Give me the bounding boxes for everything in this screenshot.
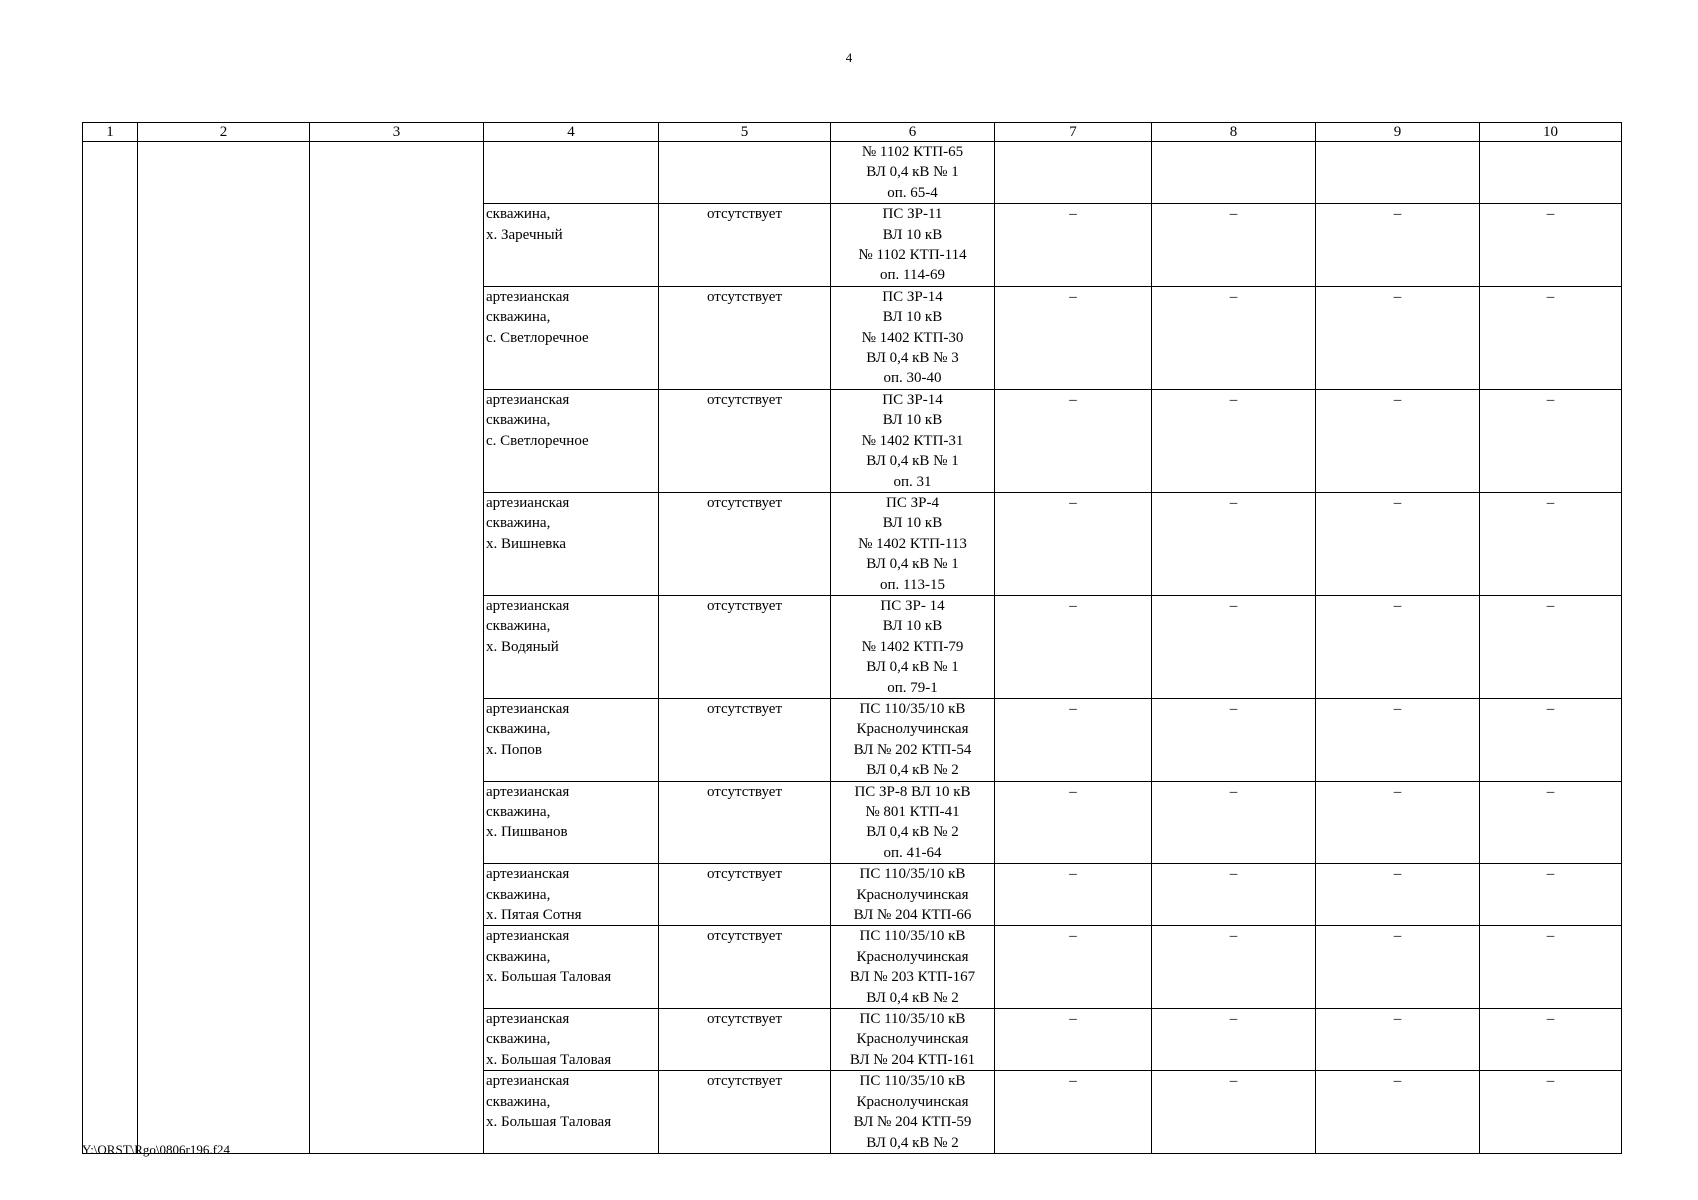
col8-cell: – [1152, 204, 1316, 287]
header-cell: 2 [138, 123, 310, 142]
col7-cell: – [995, 389, 1152, 492]
object-cell: артезианская скважина, х. Водяный [484, 595, 659, 698]
col8-cell: – [1152, 864, 1316, 926]
source-cell: отсутствует [659, 1009, 831, 1071]
col9-cell: – [1316, 1071, 1480, 1154]
col7-cell [995, 142, 1152, 204]
power-line-cell: ПС ЗР-14 ВЛ 10 кВ № 1402 КТП-31 ВЛ 0,4 кВ № 1 оп. 31 [831, 389, 995, 492]
source-cell: отсутствует [659, 595, 831, 698]
object-cell: артезианская скважина, х. Попов [484, 698, 659, 781]
object-cell: артезианская скважина, х. Пятая Сотня [484, 864, 659, 926]
power-line-cell: ПС ЗР- 14 ВЛ 10 кВ № 1402 КТП-79 ВЛ 0,4 кВ № 1 оп. 79-1 [831, 595, 995, 698]
source-cell: отсутствует [659, 389, 831, 492]
col7-cell: – [995, 864, 1152, 926]
col9-cell: – [1316, 781, 1480, 864]
object-cell: скважина, х. Заречный [484, 204, 659, 287]
object-cell: артезианская скважина, х. Большая Таловая [484, 926, 659, 1009]
col9-cell: – [1316, 204, 1480, 287]
col7-cell: – [995, 1009, 1152, 1071]
header-cell: 5 [659, 123, 831, 142]
object-cell: артезианская скважина, х. Большая Таловая [484, 1071, 659, 1154]
col10-cell: – [1480, 698, 1622, 781]
power-line-cell: ПС ЗР-14 ВЛ 10 кВ № 1402 КТП-30 ВЛ 0,4 кВ № 3 оп. 30-40 [831, 286, 995, 389]
object-cell: артезианская скважина, х. Большая Таловая [484, 1009, 659, 1071]
col10-cell: – [1480, 595, 1622, 698]
power-line-cell: ПС 110/35/10 кВ Краснолучинская ВЛ № 202 КТП-54 ВЛ 0,4 кВ № 2 [831, 698, 995, 781]
source-cell: отсутствует [659, 1071, 831, 1154]
power-line-cell: ПС 110/35/10 кВ Краснолучинская ВЛ № 204 КТП-161 [831, 1009, 995, 1071]
object-cell: артезианская скважина, с. Светлоречное [484, 389, 659, 492]
col7-cell: – [995, 926, 1152, 1009]
object-cell: артезианская скважина, с. Светлоречное [484, 286, 659, 389]
power-line-cell: ПС 110/35/10 кВ Краснолучинская ВЛ № 204 КТП-59 ВЛ 0,4 кВ № 2 [831, 1071, 995, 1154]
col3-cell [310, 142, 484, 1154]
col7-cell: – [995, 698, 1152, 781]
col10-cell: – [1480, 926, 1622, 1009]
col8-cell: – [1152, 698, 1316, 781]
col9-cell: – [1316, 595, 1480, 698]
power-line-cell: ПС ЗР-4 ВЛ 10 кВ № 1402 КТП-113 ВЛ 0,4 кВ № 1 оп. 113-15 [831, 492, 995, 595]
col9-cell: – [1316, 492, 1480, 595]
col8-cell: – [1152, 595, 1316, 698]
col7-cell: – [995, 492, 1152, 595]
col10-cell: – [1480, 492, 1622, 595]
header-cell: 6 [831, 123, 995, 142]
header-cell: 7 [995, 123, 1152, 142]
col8-cell: – [1152, 1071, 1316, 1154]
power-line-cell: № 1102 КТП-65 ВЛ 0,4 кВ № 1 оп. 65-4 [831, 142, 995, 204]
col7-cell: – [995, 204, 1152, 287]
object-cell [484, 142, 659, 204]
data-table [82, 122, 1622, 1154]
source-cell: отсутствует [659, 926, 831, 1009]
power-line-cell: ПС 110/35/10 кВ Краснолучинская ВЛ № 204 КТП-66 [831, 864, 995, 926]
source-cell [659, 142, 831, 204]
source-cell: отсутствует [659, 864, 831, 926]
source-cell: отсутствует [659, 781, 831, 864]
col9-cell: – [1316, 286, 1480, 389]
footer-file-path: Y:\ORST\Rgo\0806r196.f24 [82, 1142, 230, 1157]
header-cell: 4 [484, 123, 659, 142]
header-row [83, 123, 1622, 142]
col8-cell [1152, 142, 1316, 204]
power-line-cell: ПС 110/35/10 кВ Краснолучинская ВЛ № 203 КТП-167 ВЛ 0,4 кВ № 2 [831, 926, 995, 1009]
source-cell: отсутствует [659, 204, 831, 287]
col9-cell: – [1316, 1009, 1480, 1071]
col10-cell: – [1480, 864, 1622, 926]
col8-cell: – [1152, 1009, 1316, 1071]
table-row [83, 142, 1622, 204]
header-cell: 3 [310, 123, 484, 142]
col7-cell: – [995, 1071, 1152, 1154]
header-cell: 1 [83, 123, 138, 142]
col9-cell: – [1316, 389, 1480, 492]
col8-cell: – [1152, 389, 1316, 492]
col7-cell: – [995, 286, 1152, 389]
col10-cell: – [1480, 781, 1622, 864]
col9-cell [1316, 142, 1480, 204]
power-line-cell: ПС ЗР-8 ВЛ 10 кВ № 801 КТП-41 ВЛ 0,4 кВ № 2 оп. 41-64 [831, 781, 995, 864]
col10-cell: – [1480, 204, 1622, 287]
col8-cell: – [1152, 926, 1316, 1009]
header-cell: 9 [1316, 123, 1480, 142]
source-cell: отсутствует [659, 286, 831, 389]
col8-cell: – [1152, 492, 1316, 595]
source-cell: отсутствует [659, 698, 831, 781]
object-cell: артезианская скважина, х. Вишневка [484, 492, 659, 595]
col10-cell: – [1480, 389, 1622, 492]
col2-cell [138, 142, 310, 1154]
col10-cell: – [1480, 1071, 1622, 1154]
col9-cell: – [1316, 864, 1480, 926]
col1-cell [83, 142, 138, 1154]
power-line-cell: ПС ЗР-11 ВЛ 10 кВ № 1102 КТП-114 оп. 114-69 [831, 204, 995, 287]
col9-cell: – [1316, 926, 1480, 1009]
col10-cell: – [1480, 286, 1622, 389]
header-cell: 10 [1480, 123, 1622, 142]
col9-cell: – [1316, 698, 1480, 781]
col7-cell: – [995, 781, 1152, 864]
page-number: 4 [845, 50, 853, 65]
col8-cell: – [1152, 286, 1316, 389]
col10-cell: – [1480, 1009, 1622, 1071]
object-cell: артезианская скважина, х. Пишванов [484, 781, 659, 864]
header-cell: 8 [1152, 123, 1316, 142]
source-cell: отсутствует [659, 492, 831, 595]
col8-cell: – [1152, 781, 1316, 864]
col10-cell [1480, 142, 1622, 204]
col7-cell: – [995, 595, 1152, 698]
